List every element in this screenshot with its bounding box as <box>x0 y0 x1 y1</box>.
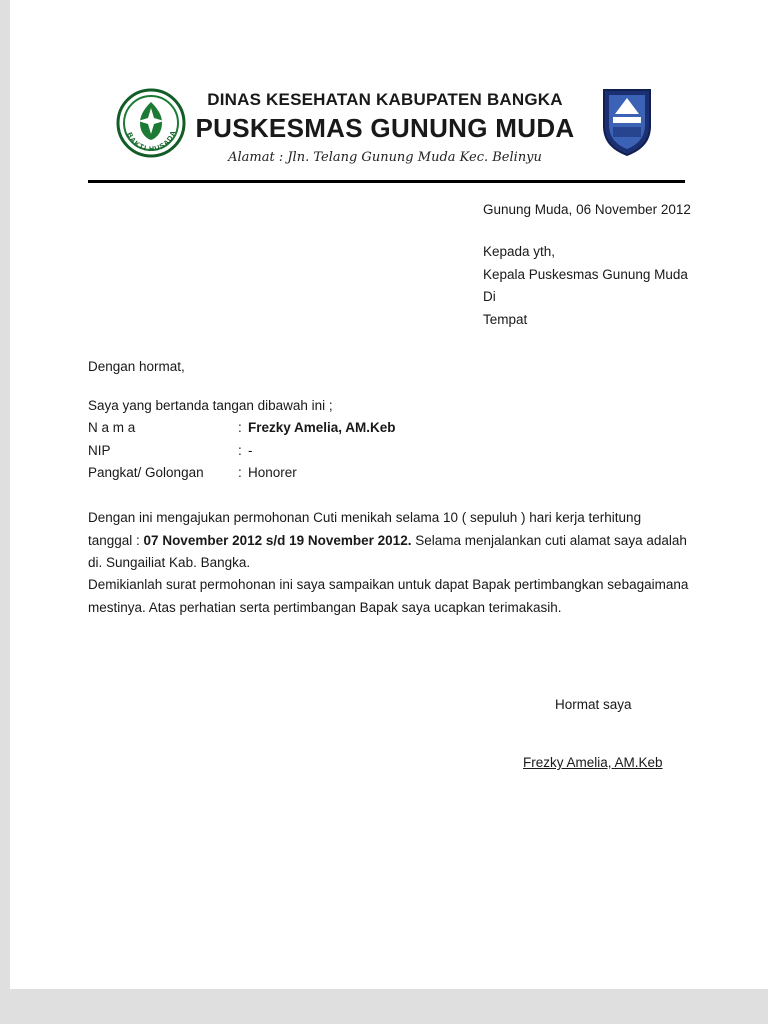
recipient-line-2: Kepala Puskesmas Gunung Muda <box>483 266 688 282</box>
request-text-1: Dengan ini mengajukan permohonan Cuti menikah selama 10 ( sepuluh ) hari kerja terhitung tanggal : <box>88 510 642 548</box>
salutation: Dengan hormat, <box>88 359 185 374</box>
letterhead-divider <box>88 180 685 183</box>
field-label: N a m a <box>88 420 136 435</box>
scan-edge-left <box>0 0 10 1024</box>
letterhead-text <box>185 90 585 165</box>
recipient-line-1: Kepada yth, <box>483 244 556 259</box>
leave-dates: 07 November 2012 s/d 19 November 2012. <box>143 532 412 548</box>
recipient-block <box>483 241 688 331</box>
bangka-crest-logo <box>600 86 654 158</box>
field-value: - <box>248 442 253 458</box>
field-label: Pangkat/ Golongan <box>88 465 204 480</box>
signature-name: Frezky Amelia, AM.Keb <box>523 755 663 770</box>
office-name: PUSKESMAS GUNUNG MUDA <box>195 113 575 143</box>
field-row-pangkat <box>88 462 396 485</box>
field-label: NIP <box>88 442 111 458</box>
closing-phrase: Hormat saya <box>555 697 632 712</box>
scan-edge-bottom <box>0 989 768 1024</box>
field-value: Honorer <box>248 465 297 480</box>
logo-curved-text: BAKTI HUSADA <box>125 129 178 154</box>
field-row-nip <box>88 440 396 463</box>
date-line: Gunung Muda, 06 November 2012 <box>483 202 691 217</box>
office-address: Alamat : Jln. Telang Gunung Muda Kec. Belinyu <box>228 150 542 165</box>
letter-page <box>10 0 768 989</box>
closing-paragraph: Demikianlah surat permohonan ini saya sampaikan untuk dapat Bapak pertimbangkan sebagaimana mestinya. Atas perhatian serta pertimbangan Bapak saya ucapkan terimakasih. <box>88 577 689 615</box>
field-value: Frezky Amelia, AM.Keb <box>248 420 396 435</box>
request-paragraph <box>88 507 689 575</box>
field-row-nama <box>88 417 396 440</box>
identity-fields <box>88 417 396 485</box>
recipient-line-4: Tempat <box>483 311 528 327</box>
recipient-line-3: Di <box>483 289 496 304</box>
agency-name: DINAS KESEHATAN KABUPATEN BANGKA <box>207 90 563 109</box>
intro-line: Saya yang bertanda tangan dibawah ini ; <box>88 398 333 413</box>
field-colon: : <box>238 442 242 458</box>
field-colon: : <box>238 420 242 435</box>
bakti-husada-logo <box>116 88 186 158</box>
request-text-2: Selama menjalankan cuti alamat saya adalah di. Sungailiat Kab. Bangka. <box>88 532 687 570</box>
field-colon: : <box>238 465 242 480</box>
